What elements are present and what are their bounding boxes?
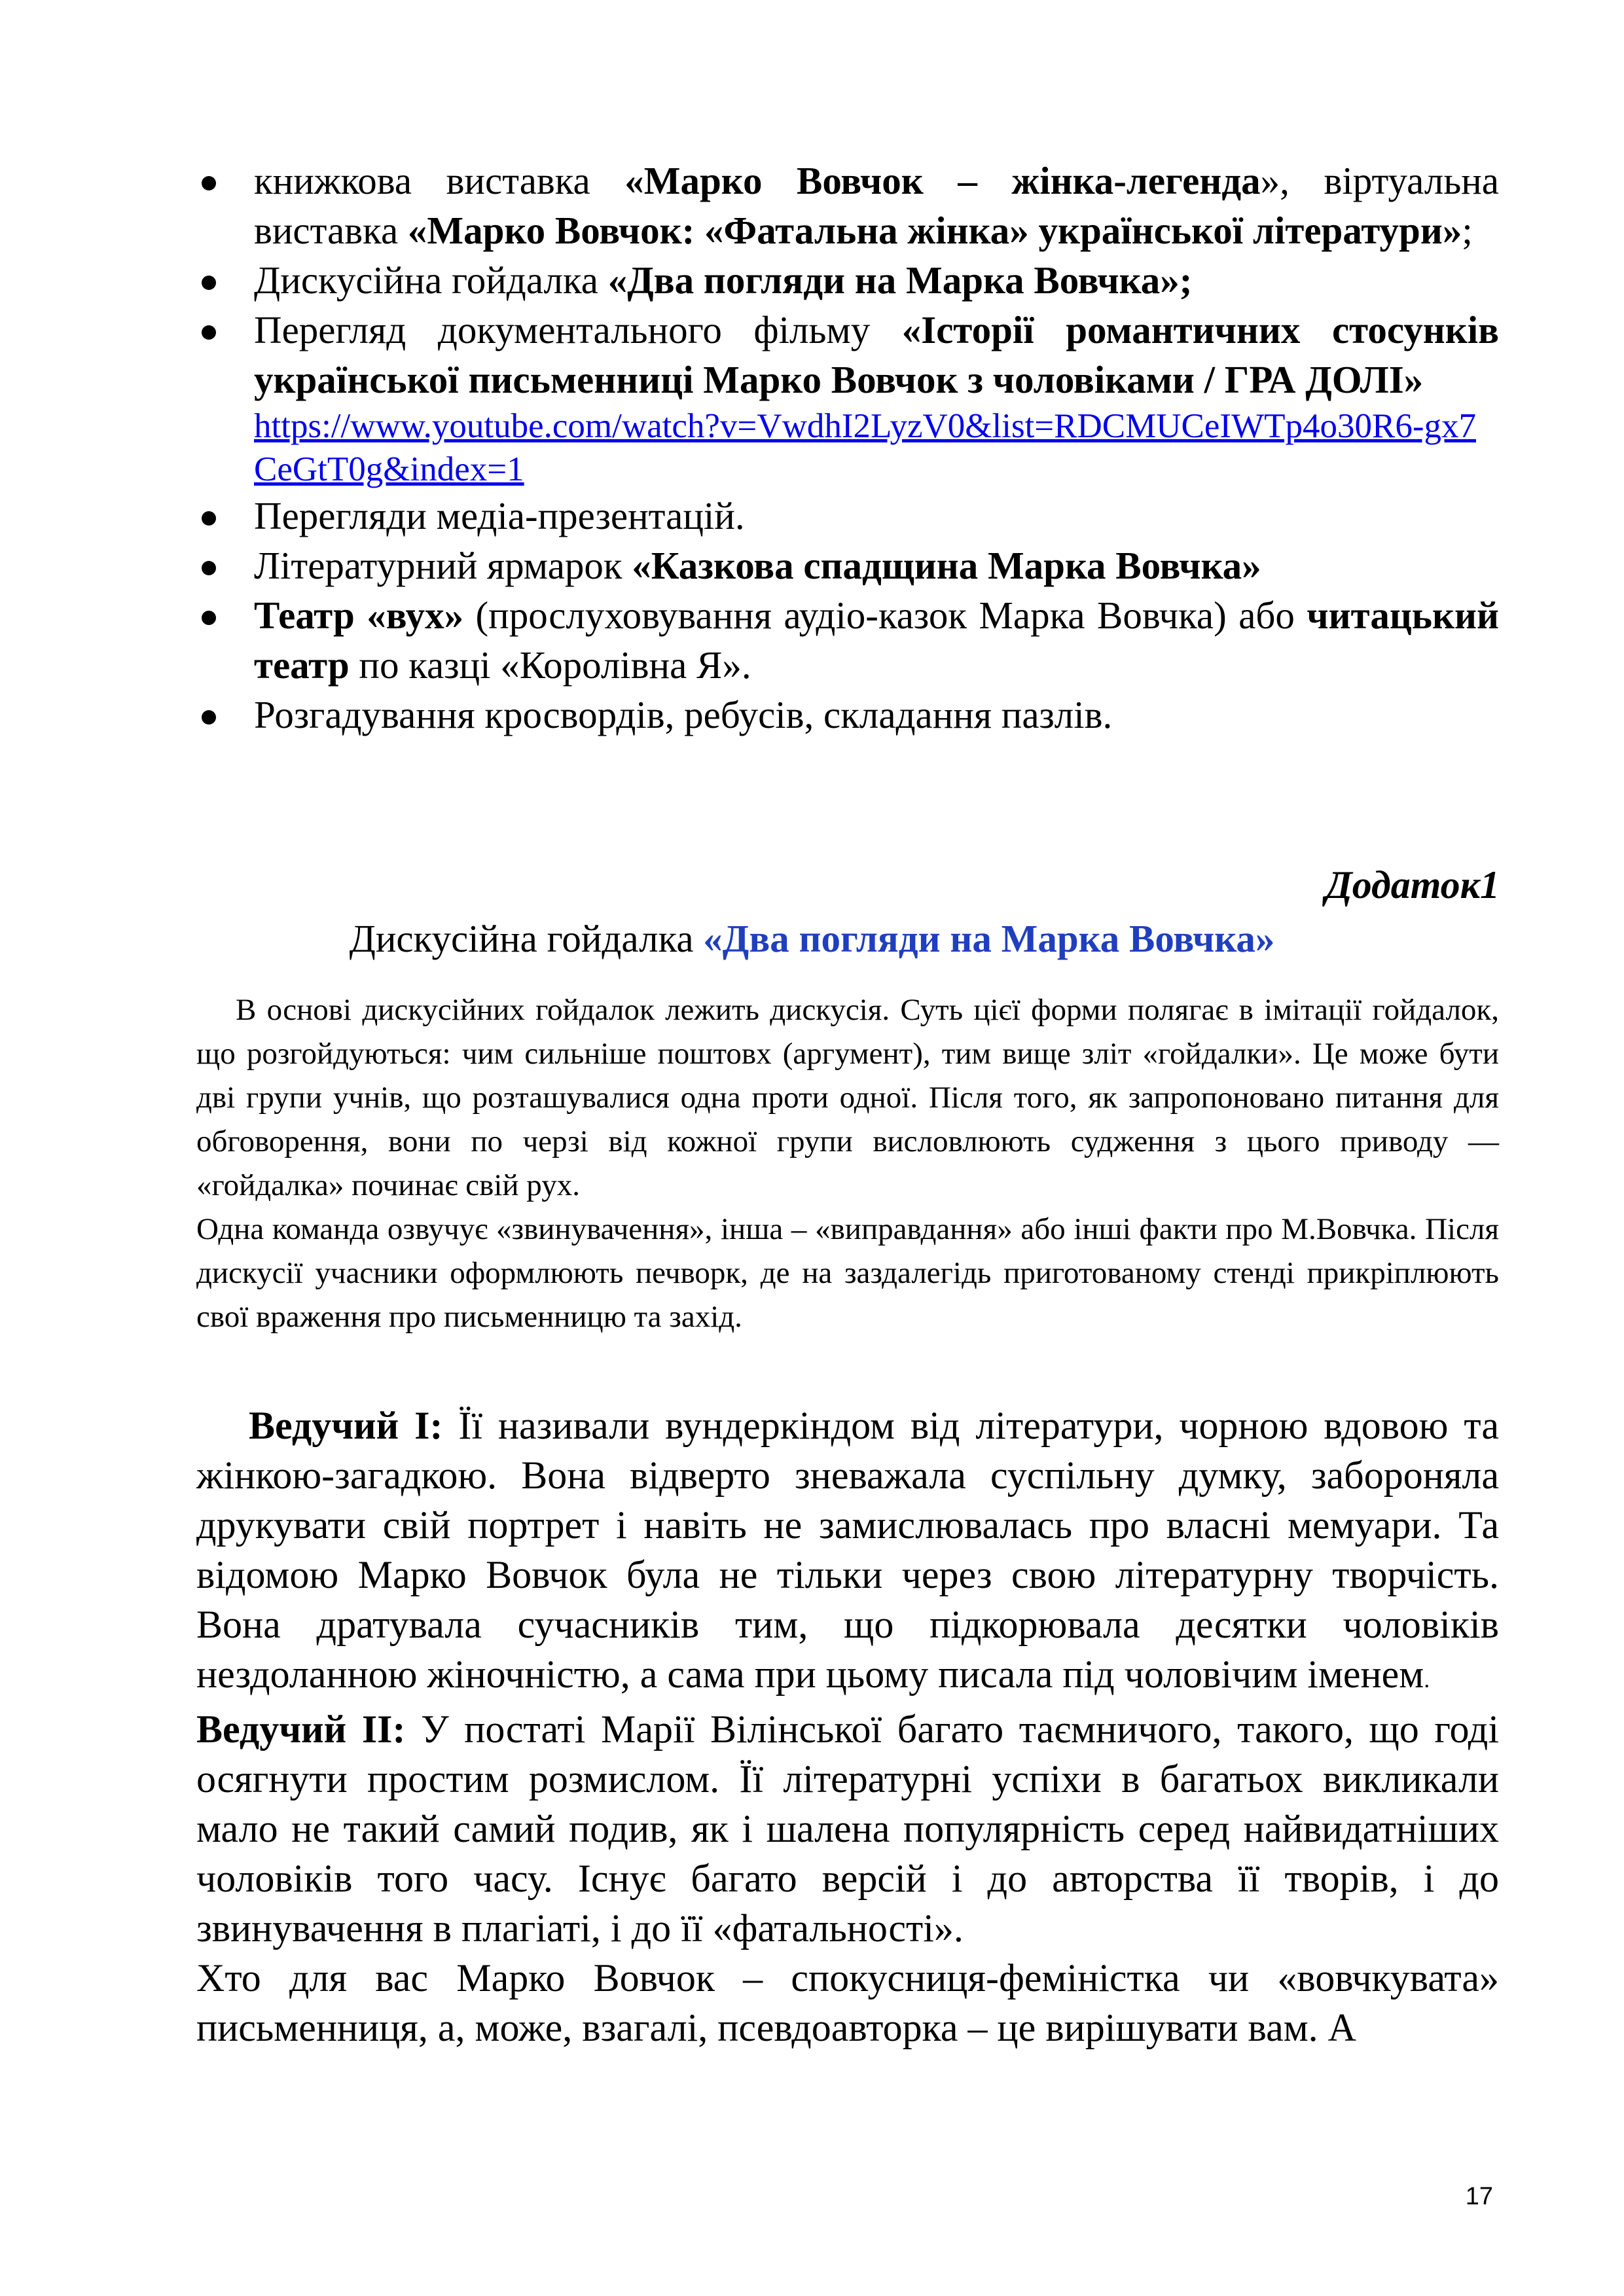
item-text-bold: Театр «вух» (254, 594, 464, 637)
item-text-bold: «Історії романтичних стосунків української письменниці Марко Вовчок з чоловіками / ГРА ДОЛІ» (254, 308, 1499, 401)
speaker-label: Ведучий ІІ: (196, 1708, 406, 1751)
speaker-tail: . (1424, 1666, 1430, 1693)
item-text: Розгадування кросвордів, ребусів, складання пазлів. (254, 693, 1113, 736)
speaker-paragraph (196, 1704, 1499, 1953)
script-body (196, 1401, 1499, 2053)
bullet-icon (202, 176, 216, 190)
list-item (196, 491, 1499, 541)
bullet-icon (202, 611, 216, 625)
item-text: Дискусійна гойдалка (254, 259, 608, 302)
speaker-paragraph (196, 1401, 1499, 1704)
speaker-text: Її називали вундеркіндом від літератури, чорною вдовою та жінкою-загадкою. Вона відверто зневажала суспільну думку, забороняла друкувати свій портрет і навіть не замислювалась про власні мемуари. Та відомою Марко Вовчок була не тільки через свою літературну творчість. Вона дратувала сучасників тим, що підкорювала десятки чоловіків нездоланною жіночністю, а сама при цьому писала під чоловічим іменем (196, 1404, 1500, 1696)
item-text: », віртуальна виставка (254, 159, 1499, 252)
heading-title: «Два погляди на Марка Вовчка» (703, 917, 1275, 960)
item-text: Літературний ярмарок (254, 544, 632, 587)
page-number: 17 (1465, 2183, 1493, 2210)
item-text-bold: «Марко Вовчок: «Фатальна жінка» української літератури» (407, 209, 1462, 252)
item-text-bold: «Марко Вовчок – жінка-легенда (624, 159, 1261, 202)
item-text: ; (1462, 209, 1473, 252)
list-item (196, 690, 1499, 740)
activity-list (196, 156, 1499, 740)
youtube-link[interactable]: https://www.youtube.com/watch?v=VwdhI2LyzV0&list=RDCMUCeIWTp4o30R6-gx7CeGtT0g&index=1 (254, 407, 1476, 488)
list-item (196, 156, 1499, 255)
heading-prefix: Дискусійна гойдалка (349, 917, 704, 960)
bullet-icon (202, 511, 216, 526)
list-item (196, 590, 1499, 690)
addendum-label: Додаток1 (1325, 863, 1500, 906)
section-heading (0, 916, 1624, 961)
bullet-icon (202, 325, 216, 340)
item-text-bold: «Два погляди на Марка Вовчка»; (607, 259, 1193, 302)
closing-paragraph: Хто для вас Марко Вовчок – спокусниця-феміністка чи «вовчкувата» письменниця, а, може, взагалі, псевдоавторка – це вирішувати вам. А (196, 1956, 1499, 2049)
bullet-icon (202, 276, 216, 290)
item-text: Перегляди медіа-презентацій. (254, 494, 745, 537)
list-item (196, 255, 1499, 305)
intro-text (196, 988, 1499, 1339)
item-text-bold: читацький театр (254, 594, 1499, 687)
intro-paragraph: В основі дискусійних гойдалок лежить дискусія. Суть цієї форми полягає в імітації гойдалок, що розгойдуються: чим сильніше поштовх (аргумент), тим вище зліт «гойдалки». Це може бути дві групи учнів, що розташувалися одна проти одної. Після того, як запропоновано питання для обговорення, вони по черзі від кожної групи висловлюють судження з цього приводу — «гойдалка» починає свій рух. (196, 993, 1499, 1202)
item-text: по казці «Королівна Я». (349, 643, 751, 687)
list-item (196, 305, 1499, 491)
speaker-text: У постаті Марії Вілінської багато таємничого, такого, що годі осягнути простим розмислом. Її літературні успіхи в багатьох викликали мало не такий самий подив, як і шалена популярність серед найвидатніших чоловіків того часу. Існує багато версій і до авторства її творів, і до звинувачення в плагіаті, і до її «фатальності». (196, 1708, 1500, 1950)
bullet-icon (202, 710, 216, 725)
item-text-bold: «Казкова спадщина Марка Вовчка» (632, 544, 1261, 587)
bullet-icon (202, 561, 216, 575)
speaker-label: Ведучий І: (249, 1404, 443, 1447)
intro-paragraph: Одна команда озвучує «звинувачення», інша – «виправдання» або інші факти про М.Вовчка. Після дискусії учасники оформлюють печворк, де на заздалегідь приготованому стенді прикріплюють свої враження про письменницю та захід. (196, 1212, 1499, 1334)
item-text: Перегляд документального фільму (254, 308, 902, 351)
item-text: (прослуховування аудіо-казок Марка Вовчка) або (463, 594, 1307, 637)
item-text: книжкова виставка (254, 159, 625, 202)
list-item (196, 541, 1499, 590)
